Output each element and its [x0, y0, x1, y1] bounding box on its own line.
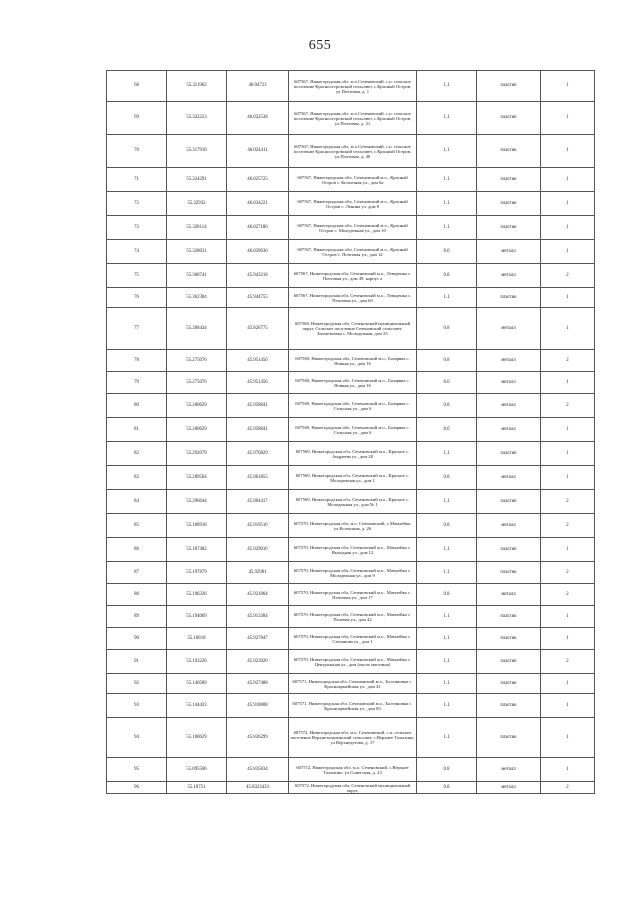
longitude-cell: 45.951456: [227, 372, 289, 394]
row-number: 84: [107, 490, 167, 514]
row-number: 93: [107, 694, 167, 718]
material-cell: металл: [477, 466, 541, 490]
address-cell: 607567, Нижегородская обл, м.о.Сеченовский, с.п. сельское поселение Красноостровский сельсовет, с.Красный Остров, ул.Почтовая, д. 40: [289, 135, 417, 168]
longitude-cell: 46.04723: [227, 71, 289, 102]
address-cell: 607567, Нижегородская обл, Сеченовский м.о., Леваденка с. Почтовая ул., дом 49, корпус а: [289, 264, 417, 288]
table-row: [107, 650, 595, 674]
table-row: [107, 102, 595, 135]
latitude-cell: 55.311962: [167, 71, 227, 102]
address-cell: 607567, Нижегородская обл, Сеченовский м.о., Красный Остров с. Почтовая ул., дом 12: [289, 240, 417, 264]
latitude-cell: 55.296644: [167, 490, 227, 514]
longitude-cell: 45.826299: [227, 718, 289, 758]
address-cell: 607567, Нижегородская обл, Сеченовский м.о., Леваденка с. Почтовая ул., дом 60: [289, 288, 417, 308]
volume-cell: 1.1: [417, 490, 477, 514]
volume-cell: 1.1: [417, 718, 477, 758]
row-number: 81: [107, 418, 167, 442]
longitude-cell: 45.964417: [227, 490, 289, 514]
longitude-cell: 46.024411: [227, 135, 289, 168]
latitude-cell: 55.10751: [167, 782, 227, 794]
longitude-cell: 46.025725: [227, 168, 289, 192]
longitude-cell: 46.034221: [227, 192, 289, 216]
count-cell: 2: [541, 394, 595, 418]
address-cell: 607572, Нижегородская обл, Сеченовский муниципальный округ,: [289, 782, 417, 794]
material-cell: пластик: [477, 168, 541, 192]
address-cell: 607572, Нижегородская обл, м.о. Сеченовский, с.Верхнее Талызино, ул Советская, д. 23: [289, 758, 417, 782]
table-row: [107, 264, 595, 288]
row-number: 74: [107, 240, 167, 264]
count-cell: 2: [541, 514, 595, 538]
material-cell: пластик: [477, 606, 541, 628]
table-row: [107, 216, 595, 240]
count-cell: 1: [541, 718, 595, 758]
latitude-cell: 55.322223: [167, 102, 227, 135]
longitude-cell: 45.923926: [227, 650, 289, 674]
volume-cell: 1.1: [417, 442, 477, 466]
count-cell: 2: [541, 562, 595, 584]
latitude-cell: 55.18818: [167, 628, 227, 650]
longitude-cell: 45.835834: [227, 758, 289, 782]
table-row: [107, 490, 595, 514]
volume-cell: 0.8: [417, 584, 477, 606]
row-number: 92: [107, 674, 167, 694]
table-row: [107, 168, 595, 192]
volume-cell: 1.1: [417, 135, 477, 168]
material-cell: пластик: [477, 71, 541, 102]
latitude-cell: 55.280629: [167, 394, 227, 418]
longitude-cell: 45.913384: [227, 606, 289, 628]
count-cell: 1: [541, 442, 595, 466]
longitude-cell: 46.032538: [227, 102, 289, 135]
count-cell: 1: [541, 694, 595, 718]
count-cell: 1: [541, 288, 595, 308]
longitude-cell: 45.921864: [227, 584, 289, 606]
material-cell: пластик: [477, 628, 541, 650]
table-row: [107, 372, 595, 394]
table-row: [107, 674, 595, 694]
address-cell: 607569, Нижегородская обл, Сеченовский м.о., Базарвка с. Новная ул., дом 16: [289, 372, 417, 394]
longitude-cell: 45.92981: [227, 562, 289, 584]
latitude-cell: 55.140589: [167, 674, 227, 694]
volume-cell: 1.1: [417, 538, 477, 562]
table-row: [107, 694, 595, 718]
count-cell: 1: [541, 192, 595, 216]
row-number: 78: [107, 350, 167, 372]
volume-cell: 1.1: [417, 102, 477, 135]
longitude-cell: 45.961855: [227, 466, 289, 490]
row-number: 94: [107, 718, 167, 758]
latitude-cell: 55.328031: [167, 240, 227, 264]
row-number: 80: [107, 394, 167, 418]
volume-cell: 8.0: [417, 240, 477, 264]
table-body: [107, 71, 595, 794]
volume-cell: 1.1: [417, 216, 477, 240]
material-cell: пластик: [477, 216, 541, 240]
material-cell: пластик: [477, 102, 541, 135]
table-row: [107, 442, 595, 466]
material-cell: пластик: [477, 650, 541, 674]
latitude-cell: 55.280629: [167, 418, 227, 442]
material-cell: пластик: [477, 674, 541, 694]
row-number: 76: [107, 288, 167, 308]
volume-cell: 1.1: [417, 168, 477, 192]
address-cell: 607569, Нижегородская обл, Сеченовский м.о., Красное с. Андреева ул., дом 28: [289, 442, 417, 466]
table-row: [107, 394, 595, 418]
latitude-cell: 55.317918: [167, 135, 227, 168]
volume-cell: 1.1: [417, 650, 477, 674]
volume-cell: 0.8: [417, 264, 477, 288]
row-number: 86: [107, 538, 167, 562]
address-cell: 607567, Нижегородская обл, Сеченовский м.о., Красный Остров с. Ленина ул. дом 8: [289, 192, 417, 216]
row-number: 72: [107, 192, 167, 216]
count-cell: 1: [541, 168, 595, 192]
material-cell: пластик: [477, 442, 541, 466]
address-cell: 607567, Нижегородская обл, м.о.Сеченовский, с.п. сельское поселение Красноостровский сельсовет, с.Красный Остров, ул.Почтовая, д. 21: [289, 102, 417, 135]
row-number: 96: [107, 782, 167, 794]
latitude-cell: 55.324291: [167, 168, 227, 192]
longitude-cell: 45.826775: [227, 308, 289, 350]
count-cell: 2: [541, 584, 595, 606]
latitude-cell: 55.328114: [167, 216, 227, 240]
address-cell: 607568, Нижегородская обл, Сеченовский муниципальный округ, Сельское поселение Сеченовский сельсовет, Бахметьевка с. Молодежная, дом 23: [289, 308, 417, 350]
volume-cell: 1.1: [417, 288, 477, 308]
row-number: 75: [107, 264, 167, 288]
row-number: 95: [107, 758, 167, 782]
address-cell: 607567, Нижегородская обл, Сеченовский м.о., Красный Остров с. Колхозная ул., дом 6а: [289, 168, 417, 192]
volume-cell: 0.8: [417, 466, 477, 490]
volume-cell: 0.8: [417, 514, 477, 538]
row-number: 85: [107, 514, 167, 538]
table-row: [107, 240, 595, 264]
table-row: [107, 538, 595, 562]
address-cell: 607572, Нижегородская обл, м.о. Сеченовский, с.п. сельское поселение Верхнеталызинский сельсовет, с.Верхнее Талызино, ул Верхнедетова, д. 17: [289, 718, 417, 758]
volume-cell: 1.1: [417, 694, 477, 718]
volume-cell: 8.0: [417, 418, 477, 442]
count-cell: 1: [541, 674, 595, 694]
material-cell: металл: [477, 782, 541, 794]
address-cell: 607569, Нижегородская обл, Сеченовский м.о., Красное с. Молодежная ул., дом 1: [289, 466, 417, 490]
row-number: 68: [107, 71, 167, 102]
table-row: [107, 466, 595, 490]
address-cell: 607569, Нижегородская обл, Сеченовский м.о., Базарвка с. Сельская ул., дом 6: [289, 418, 417, 442]
count-cell: 1: [541, 240, 595, 264]
table-row: [107, 758, 595, 782]
table-row: [107, 562, 595, 584]
address-cell: 607571, Нижегородская обл, Сеченовский м.о., Болтиновка с. Красноармейская ул., дом 41: [289, 674, 417, 694]
row-number: 77: [107, 308, 167, 350]
material-cell: металл: [477, 240, 541, 264]
material-cell: пластик: [477, 538, 541, 562]
material-cell: металл: [477, 264, 541, 288]
count-cell: 1: [541, 135, 595, 168]
material-cell: металл: [477, 514, 541, 538]
row-number: 83: [107, 466, 167, 490]
volume-cell: 1.1: [417, 606, 477, 628]
row-number: 73: [107, 216, 167, 240]
material-cell: пластик: [477, 718, 541, 758]
latitude-cell: 55.144433: [167, 694, 227, 718]
latitude-cell: 55.100629: [167, 718, 227, 758]
table-row: [107, 718, 595, 758]
table-row: [107, 71, 595, 102]
latitude-cell: 55.196326: [167, 584, 227, 606]
address-cell: 607570, Нижегородская обл, Сеченовский м.о., Мамлейка с. Полевая ул., дом 42: [289, 606, 417, 628]
latitude-cell: 55.362384: [167, 288, 227, 308]
count-cell: 1: [541, 628, 595, 650]
table-row: [107, 308, 595, 350]
row-number: 79: [107, 372, 167, 394]
address-cell: 607571, Нижегородская обл, Сеченовский м.о., Болтиновка с. Красноармейская ул., дом 83: [289, 694, 417, 718]
material-cell: металл: [477, 584, 541, 606]
material-cell: металл: [477, 372, 541, 394]
count-cell: 1: [541, 216, 595, 240]
row-number: 69: [107, 102, 167, 135]
count-cell: 1: [541, 538, 595, 562]
address-cell: 607570, Нижегородская обл, Сеченовский м.о., Мамлейка с. Выходная ул., дом 12: [289, 538, 417, 562]
table-row: [107, 418, 595, 442]
address-cell: 607569, Нижегородская обл, Сеченовский м.о., Базарвка с. Сельская ул., дом 6: [289, 394, 417, 418]
longitude-cell: 45.943218: [227, 264, 289, 288]
longitude-cell: 45.918808: [227, 694, 289, 718]
address-cell: 607570, Нижегородская обл, Сеченовский м.о., Мамлейка с. Степанова ул., дом 1: [289, 628, 417, 650]
material-cell: металл: [477, 308, 541, 350]
longitude-cell: 45.976829: [227, 442, 289, 466]
latitude-cell: 55.289504: [167, 466, 227, 490]
latitude-cell: 55.194069: [167, 606, 227, 628]
row-number: 90: [107, 628, 167, 650]
table-row: [107, 288, 595, 308]
count-cell: 2: [541, 650, 595, 674]
longitude-cell: 45.958841: [227, 394, 289, 418]
material-cell: пластик: [477, 288, 541, 308]
count-cell: 2: [541, 782, 595, 794]
latitude-cell: 55.095566: [167, 758, 227, 782]
volume-cell: 8.0: [417, 372, 477, 394]
row-number: 89: [107, 606, 167, 628]
latitude-cell: 55.292079: [167, 442, 227, 466]
address-cell: 607567, Нижегородская обл, Сеченовский м.о., Красный Остров с. Молодежная ул., дом 10: [289, 216, 417, 240]
volume-cell: 1.1: [417, 562, 477, 584]
row-number: 91: [107, 650, 167, 674]
latitude-cell: 55.368741: [167, 264, 227, 288]
material-cell: пластик: [477, 135, 541, 168]
volume-cell: 1.1: [417, 71, 477, 102]
latitude-cell: 55.32932: [167, 192, 227, 216]
table-row: [107, 584, 595, 606]
count-cell: 1: [541, 308, 595, 350]
longitude-cell: 45.951456: [227, 350, 289, 372]
volume-cell: 1.1: [417, 192, 477, 216]
longitude-cell: 45.929016: [227, 538, 289, 562]
material-cell: пластик: [477, 490, 541, 514]
material-cell: пластик: [477, 192, 541, 216]
latitude-cell: 55.275076: [167, 350, 227, 372]
table-row: [107, 606, 595, 628]
material-cell: пластик: [477, 694, 541, 718]
table-row: [107, 192, 595, 216]
material-cell: металл: [477, 418, 541, 442]
longitude-cell: 45.927488: [227, 674, 289, 694]
count-cell: 2: [541, 350, 595, 372]
volume-cell: 0.8: [417, 758, 477, 782]
row-number: 87: [107, 562, 167, 584]
longitude-cell: 45.944755: [227, 288, 289, 308]
row-number: 70: [107, 135, 167, 168]
row-number: 71: [107, 168, 167, 192]
count-cell: 1: [541, 102, 595, 135]
latitude-cell: 55.187482: [167, 538, 227, 562]
material-cell: металл: [477, 758, 541, 782]
latitude-cell: 55.188918: [167, 514, 227, 538]
longitude-cell: 46.027186: [227, 216, 289, 240]
longitude-cell: 45.958841: [227, 418, 289, 442]
count-cell: 1: [541, 758, 595, 782]
address-cell: 607569, Нижегородская обл, Сеченовский м.о., Красное с. Молодежная ул., дом № 1: [289, 490, 417, 514]
count-cell: 2: [541, 490, 595, 514]
count-cell: 2: [541, 264, 595, 288]
address-cell: 607567, Нижегородская обл, м.о.Сеченовский, с.п. сельское поселение Красноостровский сельсовет, с.Красный Остров, ул.Почтовая, д. 1: [289, 71, 417, 102]
latitude-cell: 55.275076: [167, 372, 227, 394]
count-cell: 1: [541, 466, 595, 490]
longitude-cell: 46.039636: [227, 240, 289, 264]
address-cell: 607570, Нижегородская обл, Сеченовский м.о., Мамлейка с. Центральная ул., дом (около магазина): [289, 650, 417, 674]
latitude-cell: 55.193226: [167, 650, 227, 674]
material-cell: пластик: [477, 562, 541, 584]
table-row: [107, 350, 595, 372]
address-cell: 607570, Нижегородская обл, м.о. Сеченовский, с.Мамлейка, ул.Колхозная, д. 26: [289, 514, 417, 538]
count-cell: 1: [541, 71, 595, 102]
table-row: [107, 782, 595, 794]
address-cell: 607570, Нижегородская обл, Сеченовский м.о., Мамлейка с. Почтовая ул., дом 17: [289, 584, 417, 606]
count-cell: 1: [541, 418, 595, 442]
volume-cell: 1.1: [417, 628, 477, 650]
table-row: [107, 514, 595, 538]
page-number: 655: [308, 38, 332, 53]
table-row: [107, 628, 595, 650]
material-cell: металл: [477, 394, 541, 418]
count-cell: 1: [541, 372, 595, 394]
longitude-cell: 45.927847: [227, 628, 289, 650]
volume-cell: 0.8: [417, 350, 477, 372]
count-cell: 1: [541, 606, 595, 628]
longitude-cell: 45.919516: [227, 514, 289, 538]
volume-cell: 0.8: [417, 782, 477, 794]
longitude-cell: 45.8323433: [227, 782, 289, 794]
latitude-cell: 55.268434: [167, 308, 227, 350]
volume-cell: 1.1: [417, 674, 477, 694]
volume-cell: 0.8: [417, 394, 477, 418]
address-cell: 607570, Нижегородская обл, Сеченовский м.о., Мамлейка с. Молодежная ул., дом 9: [289, 562, 417, 584]
material-cell: металл: [477, 350, 541, 372]
table-row: [107, 135, 595, 168]
row-number: 88: [107, 584, 167, 606]
row-number: 82: [107, 442, 167, 466]
volume-cell: 0.8: [417, 308, 477, 350]
latitude-cell: 55.197879: [167, 562, 227, 584]
container-sites-table: [106, 70, 595, 794]
address-cell: 607569, Нижегородская обл, Сеченовский м.о., Базарвка с. Новная ул., дом 16: [289, 350, 417, 372]
